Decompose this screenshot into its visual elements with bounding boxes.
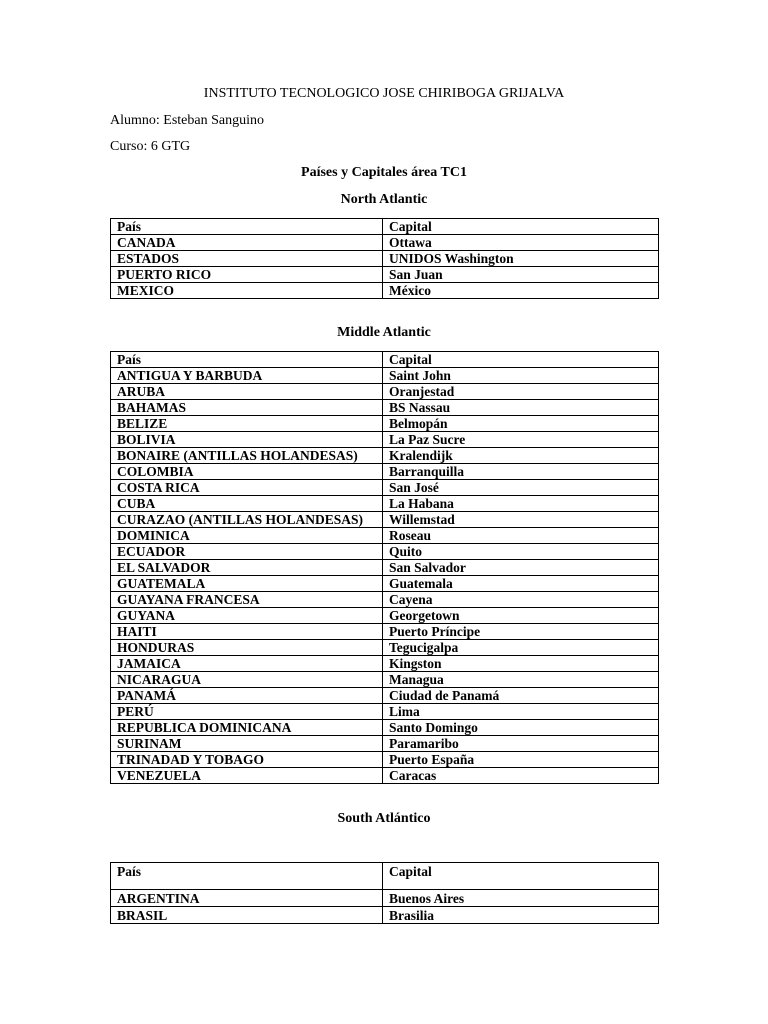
capital-cell: Ciudad de Panamá: [383, 688, 659, 704]
column-header-capital: Capital: [383, 352, 659, 368]
table-row: [111, 890, 659, 907]
capital-cell: La Paz Sucre: [383, 432, 659, 448]
table-row: [111, 448, 659, 464]
table-row: [111, 736, 659, 752]
country-cell: NICARAGUA: [111, 672, 383, 688]
country-cell: GUATEMALA: [111, 576, 383, 592]
capital-cell: Paramaribo: [383, 736, 659, 752]
country-cell: DOMINICA: [111, 528, 383, 544]
country-cell: CURAZAO (ANTILLAS HOLANDESAS): [111, 512, 383, 528]
capital-cell: BS Nassau: [383, 400, 659, 416]
capital-cell: Managua: [383, 672, 659, 688]
section-title-south-atlantic: South Atlántico: [337, 811, 431, 826]
country-cell: REPUBLICA DOMINICANA: [111, 720, 383, 736]
country-cell: SURINAM: [111, 736, 383, 752]
column-header-capital: Capital: [383, 863, 659, 890]
table-row: [111, 384, 659, 400]
table-row: [111, 251, 659, 267]
table-row: [111, 235, 659, 251]
country-cell: GUYANA: [111, 608, 383, 624]
capital-cell: La Habana: [383, 496, 659, 512]
capital-cell: Roseau: [383, 528, 659, 544]
column-header-country: País: [111, 219, 383, 235]
country-cell: ARUBA: [111, 384, 383, 400]
table-row: [111, 592, 659, 608]
country-cell: COLOMBIA: [111, 464, 383, 480]
capital-cell: Tegucigalpa: [383, 640, 659, 656]
table-north-atlantic: [110, 218, 659, 299]
course-name: Curso: 6 GTG: [110, 139, 191, 154]
capital-cell: UNIDOS Washington: [383, 251, 659, 267]
table-row: [111, 283, 659, 299]
column-header-country: País: [111, 863, 383, 890]
capital-cell: Belmopán: [383, 416, 659, 432]
table-row: [111, 752, 659, 768]
country-cell: BOLIVIA: [111, 432, 383, 448]
capital-cell: Caracas: [383, 768, 659, 784]
document-title: Países y Capitales área TC1: [301, 165, 467, 180]
country-cell: ANTIGUA Y BARBUDA: [111, 368, 383, 384]
table-row: [111, 672, 659, 688]
capital-cell: Kralendijk: [383, 448, 659, 464]
table-row: [111, 512, 659, 528]
table-row: [111, 416, 659, 432]
table-row: [111, 496, 659, 512]
capital-cell: Kingston: [383, 656, 659, 672]
table-header-row: [111, 863, 659, 890]
section-title-north-atlantic: North Atlantic: [340, 192, 428, 207]
country-cell: MEXICO: [111, 283, 383, 299]
capital-cell: Oranjestad: [383, 384, 659, 400]
country-cell: JAMAICA: [111, 656, 383, 672]
table-header-row: [111, 219, 659, 235]
table-row: [111, 608, 659, 624]
table-row: [111, 544, 659, 560]
capital-cell: México: [383, 283, 659, 299]
table-row: [111, 720, 659, 736]
table-row: [111, 624, 659, 640]
country-cell: COSTA RICA: [111, 480, 383, 496]
country-cell: HONDURAS: [111, 640, 383, 656]
country-cell: PUERTO RICO: [111, 267, 383, 283]
capital-cell: Puerto España: [383, 752, 659, 768]
institute-heading: INSTITUTO TECNOLOGICO JOSE CHIRIBOGA GRIJALVA: [203, 86, 565, 101]
table-row: [111, 368, 659, 384]
capital-cell: Santo Domingo: [383, 720, 659, 736]
country-cell: TRINADAD Y TOBAGO: [111, 752, 383, 768]
country-cell: ARGENTINA: [111, 890, 383, 907]
capital-cell: Lima: [383, 704, 659, 720]
capital-cell: San Salvador: [383, 560, 659, 576]
country-cell: PANAMÁ: [111, 688, 383, 704]
capital-cell: San Juan: [383, 267, 659, 283]
table-row: [111, 656, 659, 672]
student-name: Alumno: Esteban Sanguino: [110, 113, 264, 128]
country-cell: ECUADOR: [111, 544, 383, 560]
country-cell: HAITI: [111, 624, 383, 640]
capital-cell: Puerto Príncipe: [383, 624, 659, 640]
table-row: [111, 480, 659, 496]
table-row: [111, 576, 659, 592]
country-cell: EL SALVADOR: [111, 560, 383, 576]
country-cell: ESTADOS: [111, 251, 383, 267]
capital-cell: Barranquilla: [383, 464, 659, 480]
table-row: [111, 267, 659, 283]
country-cell: BRASIL: [111, 907, 383, 924]
table-header-row: [111, 352, 659, 368]
table-south-atlantic: [110, 862, 659, 924]
table-row: [111, 464, 659, 480]
capital-cell: Brasilia: [383, 907, 659, 924]
capital-cell: Buenos Aires: [383, 890, 659, 907]
country-cell: VENEZUELA: [111, 768, 383, 784]
table-row: [111, 528, 659, 544]
capital-cell: Willemstad: [383, 512, 659, 528]
table-row: [111, 432, 659, 448]
country-cell: BAHAMAS: [111, 400, 383, 416]
capital-cell: Quito: [383, 544, 659, 560]
country-cell: CANADA: [111, 235, 383, 251]
table-middle-atlantic: [110, 351, 659, 784]
capital-cell: Ottawa: [383, 235, 659, 251]
country-cell: CUBA: [111, 496, 383, 512]
country-cell: BELIZE: [111, 416, 383, 432]
capital-cell: Cayena: [383, 592, 659, 608]
table-row: [111, 907, 659, 924]
table-row: [111, 688, 659, 704]
column-header-country: País: [111, 352, 383, 368]
table-row: [111, 640, 659, 656]
table-row: [111, 400, 659, 416]
column-header-capital: Capital: [383, 219, 659, 235]
country-cell: GUAYANA FRANCESA: [111, 592, 383, 608]
capital-cell: Guatemala: [383, 576, 659, 592]
capital-cell: San José: [383, 480, 659, 496]
country-cell: BONAIRE (ANTILLAS HOLANDESAS): [111, 448, 383, 464]
capital-cell: Georgetown: [383, 608, 659, 624]
section-title-middle-atlantic: Middle Atlantic: [337, 325, 431, 340]
capital-cell: Saint John: [383, 368, 659, 384]
table-row: [111, 704, 659, 720]
table-row: [111, 560, 659, 576]
table-row: [111, 768, 659, 784]
country-cell: PERÚ: [111, 704, 383, 720]
